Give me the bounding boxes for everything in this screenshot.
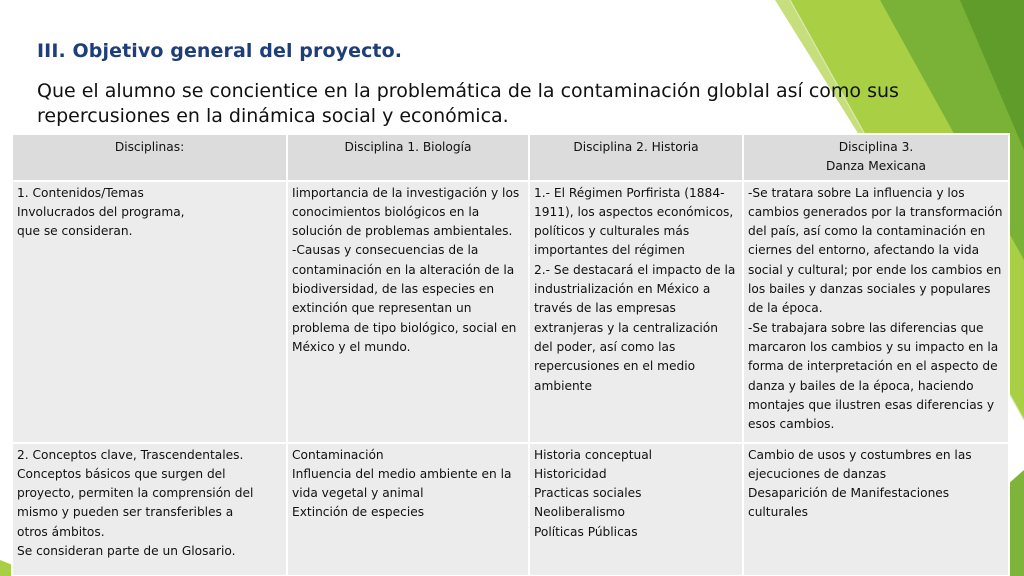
cell-row1-label: 1. Contenidos/Temas Involucrados del programa, que se consideran. [12,181,287,443]
header-biologia: Disciplina 1. Biología [287,134,529,181]
cell-row1-historia: 1.- El Régimen Porfirista (1884-1911), los aspectos económicos, políticos y culturales más importantes del régimen 2.- Se destacará el impacto de la industrialización en México a través de las empresas extranjeras y la centralización del poder, así como las repercusiones en el medio ambiente [529,181,743,443]
header-disciplinas: Disciplinas: [12,134,287,181]
cell-row2-label: 2. Conceptos clave, Trascendentales. Conceptos básicos que surgen del proyecto, permiten la comprensión del mismo y pueden ser transferibles a otros ámbitos. Se consideran parte de un Glosario. [12,443,287,576]
table-row-contenidos [12,181,1009,443]
cell-row1-danza: -Se tratara sobre La influencia y los cambios generados por la transformación del país, así como la contaminación en ciernes del entorno, afectando la vida social y cultural; por ende los cambios en los bailes y danzas sociales y populares de la época. -Se trabajara sobre las diferencias que marcaron los cambios y su impacto en la forma de interpretación en el aspecto de danza y bailes de la época, haciendo montajes que ilustren esas diferencias y esos cambios. [743,181,1009,443]
table-row-conceptos [12,443,1009,576]
table-header-row [12,134,1009,181]
disciplines-table [11,133,1010,576]
objective-text: Que el alumno se concientice en la problemática de la contaminación globlal así como sus repercusiones en la dinámica social y económica. [37,80,899,127]
cell-row2-historia: Historia conceptual Historicidad Practicas sociales Neoliberalismo Políticas Públicas [529,443,743,576]
header-danza: Disciplina 3. Danza Mexicana [743,134,1009,181]
header-historia: Disciplina 2. Historia [529,134,743,181]
cell-row2-biologia: Contaminación Influencia del medio ambiente en la vida vegetal y animal Extinción de especies [287,443,529,576]
cell-row2-danza: Cambio de usos y costumbres en las ejecuciones de danzas Desaparición de Manifestaciones culturales [743,443,1009,576]
cell-row1-biologia: Iimportancia de la investigación y los conocimientos biológicos en la solución de problemas ambientales. -Causas y consecuencias de la contaminación en la alteración de la biodiversidad, de las especies en extinción que representan un problema de tipo biológico, social en México y el mundo. [287,181,529,443]
section-heading: III. Objetivo general del proyecto. [37,40,403,62]
